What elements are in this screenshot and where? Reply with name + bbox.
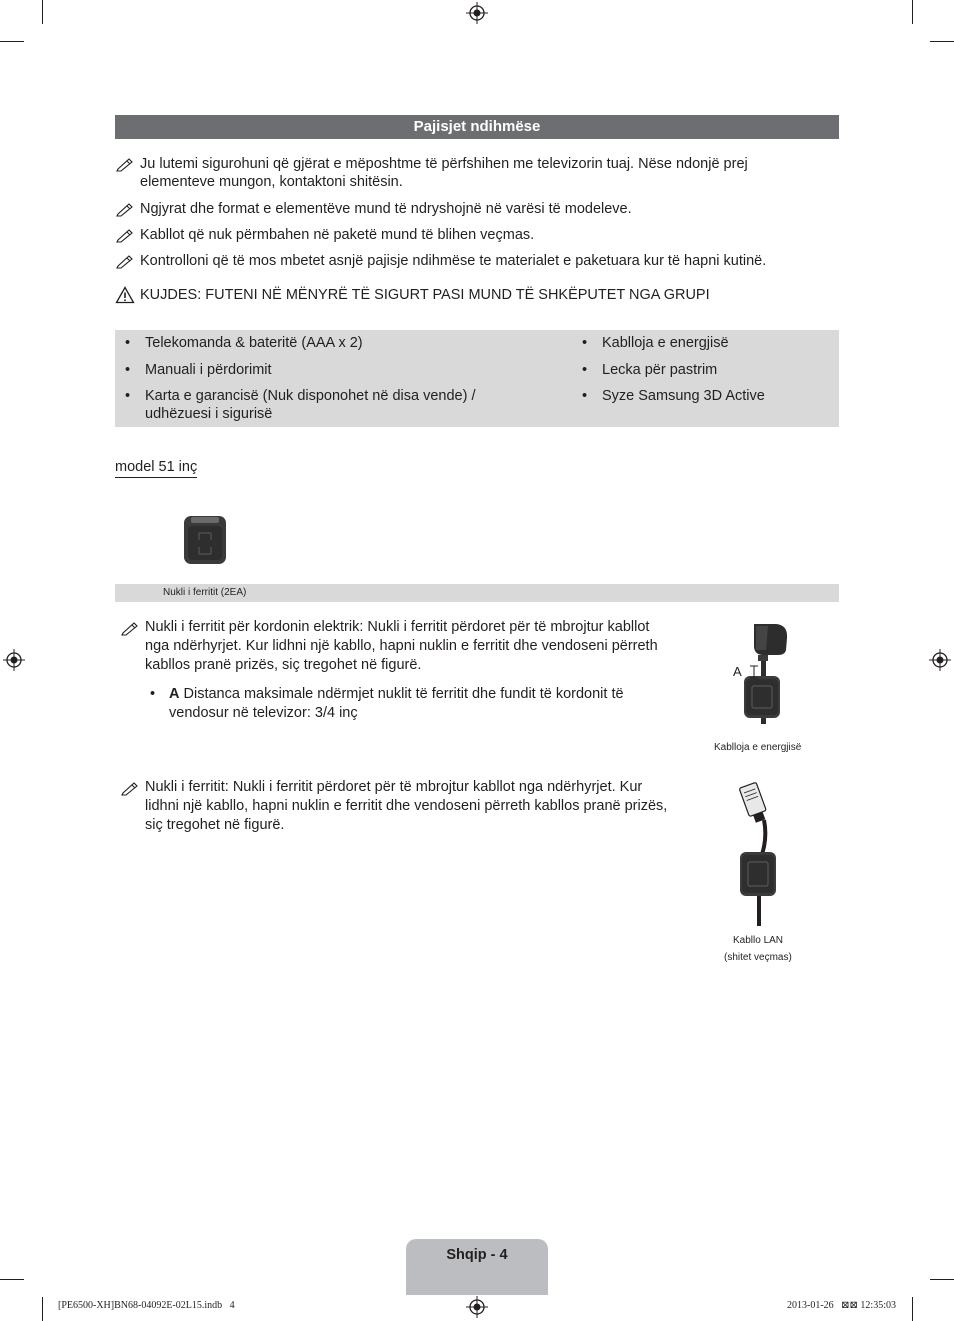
registration-mark-icon — [929, 649, 951, 671]
bullet-text — [169, 685, 669, 723]
lan-cable-ferrite-figure — [734, 780, 784, 930]
crop-mark — [930, 41, 954, 42]
note-text: Nukli i ferritit për kordonin elektrik: Nukli i ferritit përdoret për të mbrojtur kabllot nga ndërhyrjet. Kur lidhni një kabllo, hapni nuklin e ferritit dhe vendoseni përreth kabllos pranë prizës, siç tregohet në figurë. — [145, 619, 658, 673]
accessory-label: Manuali i përdorimit — [145, 362, 272, 378]
note-pencil-icon — [115, 253, 135, 269]
model-label: model 51 inç — [115, 458, 197, 478]
page-number-tab — [406, 1239, 548, 1295]
note-text: Ngjyrat dhe format e elementëve mund të ndryshojnë në varësi të modeleve. — [140, 201, 632, 217]
warning-triangle-icon — [115, 286, 135, 304]
accessories-box — [115, 330, 839, 427]
caution-text: KUJDES: FUTENI NË MËNYRË TË SIGURT PASI MUND TË SHKËPUTET NGA GRUPI — [140, 287, 710, 303]
crop-mark — [930, 1279, 954, 1280]
bullet: • — [582, 335, 588, 351]
crop-mark — [0, 41, 24, 42]
bullet: • — [150, 686, 156, 702]
figure-dimension-label: A — [733, 664, 742, 679]
note-pencil-icon — [115, 201, 135, 217]
note-text: Nukli i ferritit: Nukli i ferritit përdoret për të mbrojtur kabllot nga ndërhyrjet. Kur lidhni një kabllo, hapni nuklin e ferritit dhe vendoseni përreth kabllos pranë prizës, siç tregohet në figurë. — [145, 779, 668, 833]
ferrite-core-icon — [182, 514, 228, 566]
bullet-bold-label: A — [169, 686, 180, 702]
page-number-label: Shqip - 4 — [446, 1247, 508, 1263]
registration-mark-icon — [466, 1296, 488, 1318]
crop-mark — [42, 1297, 43, 1321]
crop-mark — [0, 1279, 24, 1280]
note-text: Ju lutemi sigurohuni që gjërat e mëposhtme të përfshihen me televizorin tuaj. Nëse ndonjë prej elementeve mungon, kontaktoni shitësin. — [140, 156, 748, 190]
print-file-info: [PE6500-XH]BN68-04092E-02L15.indb 4 — [58, 1300, 235, 1311]
note-pencil-icon — [115, 156, 135, 172]
accessory-label: Karta e garancisë (Nuk disponohet në disa vende) / udhëzuesi i sigurisë — [145, 388, 476, 422]
bullet-body: Distanca maksimale ndërmjet nuklit të ferritit dhe fundit të kordonit të vendosur në televizor: 3/4 inç — [169, 686, 624, 721]
accessory-label: Lecka për pastrim — [602, 362, 718, 378]
figure-caption: (shitet veçmas) — [724, 952, 792, 963]
bullet: • — [125, 362, 131, 378]
registration-mark-icon — [466, 2, 488, 24]
bullet: • — [582, 362, 588, 378]
note-pencil-icon — [120, 620, 140, 636]
crop-mark — [42, 0, 43, 24]
crop-mark — [912, 0, 913, 24]
note-pencil-icon — [115, 227, 135, 243]
bullet: • — [125, 388, 131, 404]
section-title: Pajisjet ndihmëse — [115, 115, 839, 139]
figure-caption: Kabll​oja e energjisë — [714, 742, 802, 753]
accessory-label: Telekomanda & bateritë (AAA x 2) — [145, 335, 363, 351]
accessory-label: Kablloja e energjisë — [602, 335, 729, 351]
note-pencil-icon — [120, 780, 140, 796]
registration-mark-icon — [3, 649, 25, 671]
note-text: Kabllot që nuk përmbahen në paketë mund të blihen veçmas. — [140, 227, 535, 243]
figure-caption: Nukli i ferritit (2EA) — [163, 587, 247, 598]
bullet: • — [582, 388, 588, 404]
crop-mark — [912, 1297, 913, 1321]
note-text: Kontrolloni që të mos mbetet asnjë pajisje ndihmëse te materialet e paketuara kur të hapni kutinë. — [140, 253, 767, 269]
figure-caption: Kabllo LAN — [733, 935, 784, 946]
bullet: • — [125, 335, 131, 351]
print-date-info: 2013-01-26 ⊠⊠ 12:35:03 — [787, 1300, 896, 1311]
accessory-label: Syze Samsung 3D Active — [602, 388, 765, 404]
